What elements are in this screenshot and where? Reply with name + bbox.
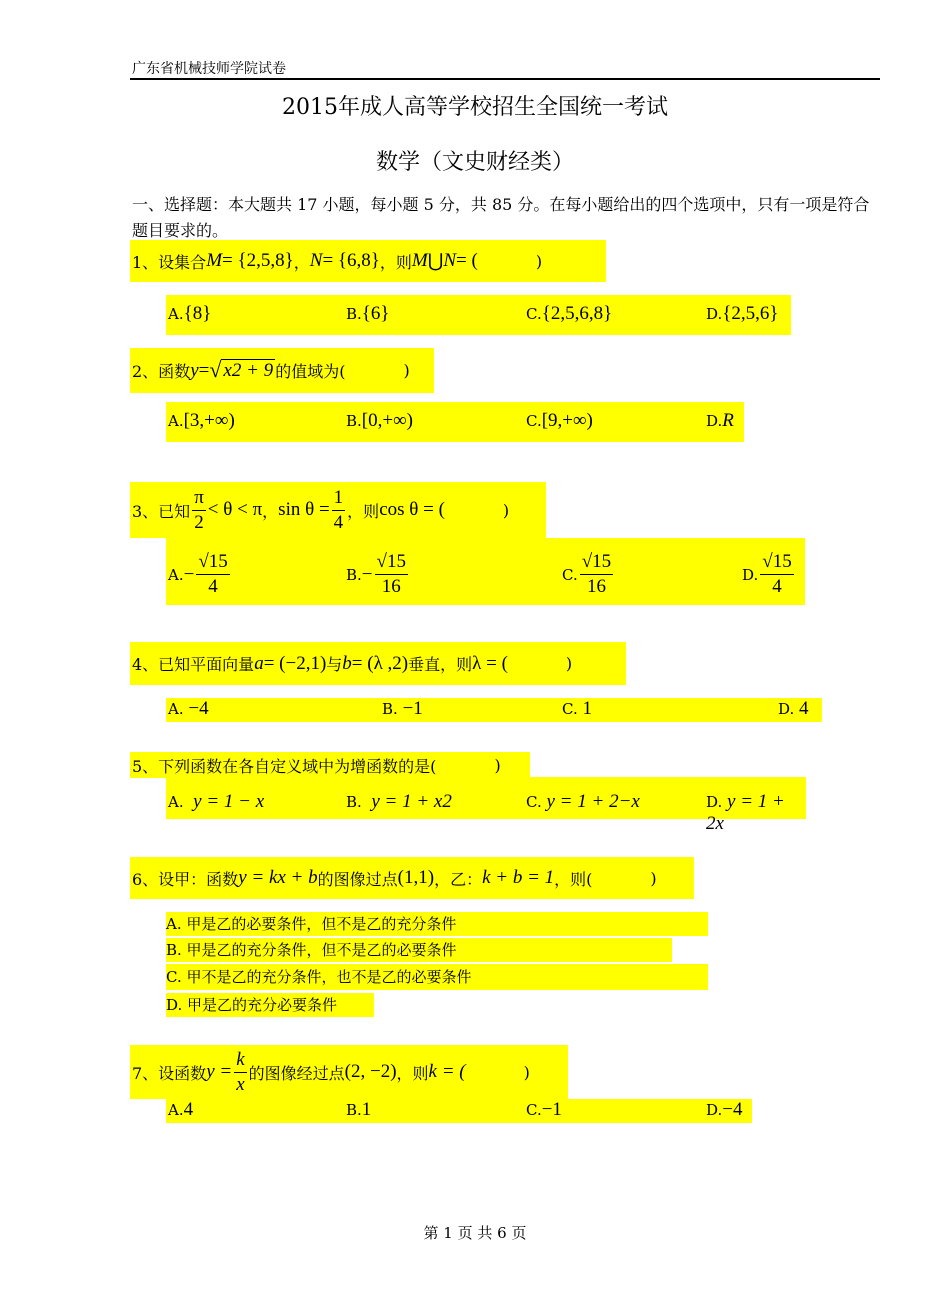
q4-lambda: λ = ( — [472, 652, 508, 674]
option-value: 1 — [361, 1099, 372, 1120]
q5-option-c[interactable] — [526, 791, 640, 813]
exam-title: 2015年成人高等学校招生全国统一考试 — [282, 95, 668, 120]
numerator: π — [192, 486, 206, 511]
option-label: C. — [526, 793, 542, 811]
q5-option-a[interactable] — [168, 791, 264, 813]
q1-union-m: M — [411, 250, 428, 271]
option-label: B. — [346, 565, 362, 584]
q4-vector-a-value: = (−2,1) — [263, 652, 327, 674]
option-value: [0,+∞) — [361, 410, 413, 431]
option-label: B. — [346, 793, 362, 811]
option-label: B. — [346, 1101, 362, 1119]
option-label: A. — [168, 412, 184, 430]
option-sign: − — [361, 563, 373, 585]
q6-mid: 的图像过点 — [317, 869, 398, 889]
q4-option-b[interactable] — [382, 698, 423, 720]
q3-option-c[interactable] — [562, 550, 615, 599]
option-value: −1 — [402, 698, 423, 719]
q4-and: 与 — [326, 655, 343, 674]
q2-y: y — [190, 359, 199, 381]
q1-union-n: N — [443, 250, 457, 271]
option-label: D. — [778, 700, 795, 718]
q6-point: (1,1) — [397, 867, 435, 888]
q7-point: (2, −2) — [344, 1061, 397, 1082]
option-label: B. — [382, 700, 398, 718]
option-label: B. — [346, 412, 362, 430]
q1-then: ，则 — [379, 252, 412, 272]
q3-options — [166, 538, 805, 605]
q1-option-d[interactable] — [706, 303, 779, 325]
q6-condition: k + b = 1 — [482, 867, 555, 888]
option-label: C. — [526, 412, 542, 430]
denominator: x — [236, 1073, 245, 1095]
q7-option-b[interactable] — [346, 1099, 371, 1121]
numerator: √15 — [375, 550, 408, 575]
q7-option-c[interactable] — [526, 1099, 562, 1121]
radical-sign: √ — [209, 357, 222, 382]
q4-option-c[interactable] — [562, 698, 592, 720]
option-value: 1 — [582, 698, 592, 719]
q5-option-d[interactable] — [706, 791, 806, 835]
option-fraction — [196, 550, 229, 599]
option-sign: − — [183, 563, 195, 585]
option-label: D. — [706, 412, 723, 430]
q4-perp: 垂直，则 — [408, 655, 473, 674]
option-label: A. — [168, 700, 184, 718]
q6-option-c[interactable]: C. 甲不是乙的充分条件，也不是乙的必要条件 — [166, 964, 708, 990]
q2-sqrt — [209, 359, 275, 382]
q3-prefix: 3、已知 — [132, 501, 191, 521]
option-label: D. — [742, 565, 759, 584]
q2-suffix: 的值域为( — [275, 362, 346, 381]
q7-option-a[interactable] — [168, 1099, 193, 1121]
option-value: y = 1 + x2 — [371, 791, 452, 812]
q4-option-d[interactable] — [778, 698, 809, 720]
q6-option-d[interactable]: D. 甲是乙的充分必要条件 — [166, 993, 374, 1017]
denominator: 16 — [381, 576, 401, 597]
denominator: 4 — [208, 576, 218, 597]
question-4 — [130, 642, 626, 685]
q5-option-b[interactable] — [346, 791, 452, 813]
option-value: −1 — [541, 1099, 562, 1120]
option-value: −4 — [188, 698, 209, 719]
q3-fraction-one-quarter — [332, 486, 346, 535]
option-label: D. — [706, 305, 723, 323]
option-label: A. — [168, 793, 184, 811]
q3-close: ) — [502, 500, 510, 520]
section-instructions: 一、选择题：本大题共 17 小题，每小题 5 分，共 85 分。在每小题给出的四个选项中，只有一项是符合题目要求的。 — [132, 195, 870, 240]
question-3 — [130, 482, 546, 538]
q3-option-a[interactable] — [168, 550, 232, 599]
q6-close: ) — [650, 868, 657, 888]
denominator: 4 — [333, 511, 344, 533]
radicand: x2 + 9 — [223, 360, 274, 381]
q5-options — [166, 777, 806, 834]
q2-option-d[interactable] — [706, 410, 734, 432]
page-header-text: 广东省机械技师学院试卷 — [132, 61, 286, 77]
q1-close: ) — [535, 251, 543, 271]
option-label: C. — [562, 700, 578, 718]
q6-function: y = kx + b — [238, 867, 318, 888]
numerator: √15 — [196, 550, 229, 575]
question-6 — [130, 857, 694, 899]
q2-option-b[interactable] — [346, 410, 413, 432]
q7-options — [166, 1099, 752, 1123]
q2-eq: = — [198, 359, 210, 381]
q1-option-c[interactable] — [526, 303, 612, 325]
option-fraction — [580, 550, 613, 599]
q4-vector-b-value: = (λ ,2) — [351, 652, 409, 674]
q7-fraction-k-over-x — [234, 1048, 246, 1097]
option-value: 4 — [183, 1099, 194, 1120]
q4-option-a[interactable] — [168, 698, 209, 720]
option-label: D. — [706, 1101, 723, 1119]
q4-vector-a: a — [254, 652, 264, 674]
option-label: C. — [526, 1101, 542, 1119]
q1-equals: = ( — [456, 250, 478, 271]
option-value: {2,5,6,8} — [541, 303, 613, 324]
option-label: A. — [168, 305, 184, 323]
q1-option-b[interactable] — [346, 303, 390, 325]
q1-set-n-value: = {6,8} — [322, 250, 380, 271]
q1-set-m: M — [206, 250, 223, 271]
option-value: −4 — [722, 1099, 743, 1120]
option-value: [3,+∞) — [183, 410, 235, 431]
q4-vector-b: b — [342, 652, 352, 674]
q1-set-n: N — [309, 250, 323, 271]
q1-option-a[interactable] — [168, 303, 211, 325]
q5-close: ) — [494, 755, 501, 775]
exam-subtitle: 数学（文史财经类） — [375, 150, 574, 175]
q3-sep: ， — [262, 501, 279, 521]
option-label: D. — [706, 793, 723, 811]
option-value: 4 — [799, 698, 809, 719]
option-value: y = 1 + 2x — [706, 791, 785, 834]
option-fraction — [375, 550, 408, 599]
option-value: y = 1 + 2−x — [546, 791, 640, 812]
q3-cos: cos θ = ( — [379, 499, 445, 520]
numerator: 1 — [332, 486, 346, 511]
q1-union-symbol: ⋃ — [427, 250, 444, 272]
q2-option-c[interactable] — [526, 410, 593, 432]
q7-mid: 的图像经过点 — [248, 1063, 345, 1083]
q7-y: y = — [206, 1061, 233, 1082]
q6-option-b[interactable]: B. 甲是乙的充分条件，但不是乙的必要条件 — [166, 938, 672, 962]
option-value: {6} — [361, 303, 390, 324]
q2-option-a[interactable] — [168, 410, 235, 432]
q3-inequality: < θ < π — [207, 499, 263, 520]
question-1 — [130, 240, 606, 282]
q7-then: ，则 — [396, 1063, 429, 1083]
numerator: √15 — [580, 550, 613, 575]
denominator: 16 — [586, 576, 606, 597]
q2-prefix: 2、函数 — [132, 362, 191, 381]
option-label: C. — [526, 305, 542, 323]
q3-then: ，则 — [347, 501, 380, 521]
q6-then: ，则( — [554, 869, 593, 889]
q7-option-d[interactable] — [706, 1099, 742, 1121]
option-value: y = 1 − x — [193, 791, 265, 812]
q1-sep: ， — [293, 252, 310, 272]
q3-option-b[interactable] — [346, 550, 410, 599]
denominator: 4 — [772, 576, 782, 597]
question-7 — [130, 1045, 568, 1099]
q5-text: 5、下列函数在各自定义域中为增函数的是( — [132, 756, 437, 776]
q1-set-m-value: = {2,5,8} — [222, 250, 294, 271]
option-value: {8} — [183, 303, 212, 324]
header-rule — [130, 78, 880, 80]
option-label: A. — [168, 1101, 184, 1119]
q6-option-a[interactable]: A. 甲是乙的必要条件，但不是乙的充分条件 — [166, 912, 708, 936]
option-label: C. — [562, 565, 578, 584]
q1-options — [166, 295, 791, 335]
q3-option-d[interactable] — [742, 550, 796, 599]
option-label: B. — [346, 305, 362, 323]
option-label: A. — [168, 565, 184, 584]
q7-k-equals: k = ( — [428, 1061, 466, 1082]
q3-fraction-pi-over-2 — [192, 486, 206, 535]
q7-prefix: 7、设函数 — [132, 1063, 207, 1083]
q7-close: ) — [523, 1062, 530, 1082]
q4-close: ) — [565, 654, 573, 673]
q6-yi: ，乙： — [434, 869, 483, 889]
q4-prefix: 4、已知平面向量 — [132, 655, 255, 674]
q1-prefix: 1、设集合 — [132, 252, 207, 272]
numerator: √15 — [760, 550, 793, 575]
page-footer: 第 1 页 共 6 页 — [423, 1224, 527, 1242]
question-2 — [130, 348, 434, 393]
q6-prefix: 6、设甲：函数 — [132, 869, 239, 889]
option-value: R — [722, 410, 734, 431]
option-value: [9,+∞) — [541, 410, 593, 431]
numerator: k — [234, 1048, 246, 1073]
option-value: {2,5,6} — [722, 303, 779, 324]
denominator: 2 — [194, 511, 204, 533]
q3-sin: sin θ = — [278, 499, 330, 520]
q2-options — [166, 402, 744, 442]
option-fraction — [760, 550, 793, 599]
q2-close: ) — [403, 361, 410, 380]
question-5 — [130, 752, 530, 778]
q4-options — [166, 698, 822, 722]
